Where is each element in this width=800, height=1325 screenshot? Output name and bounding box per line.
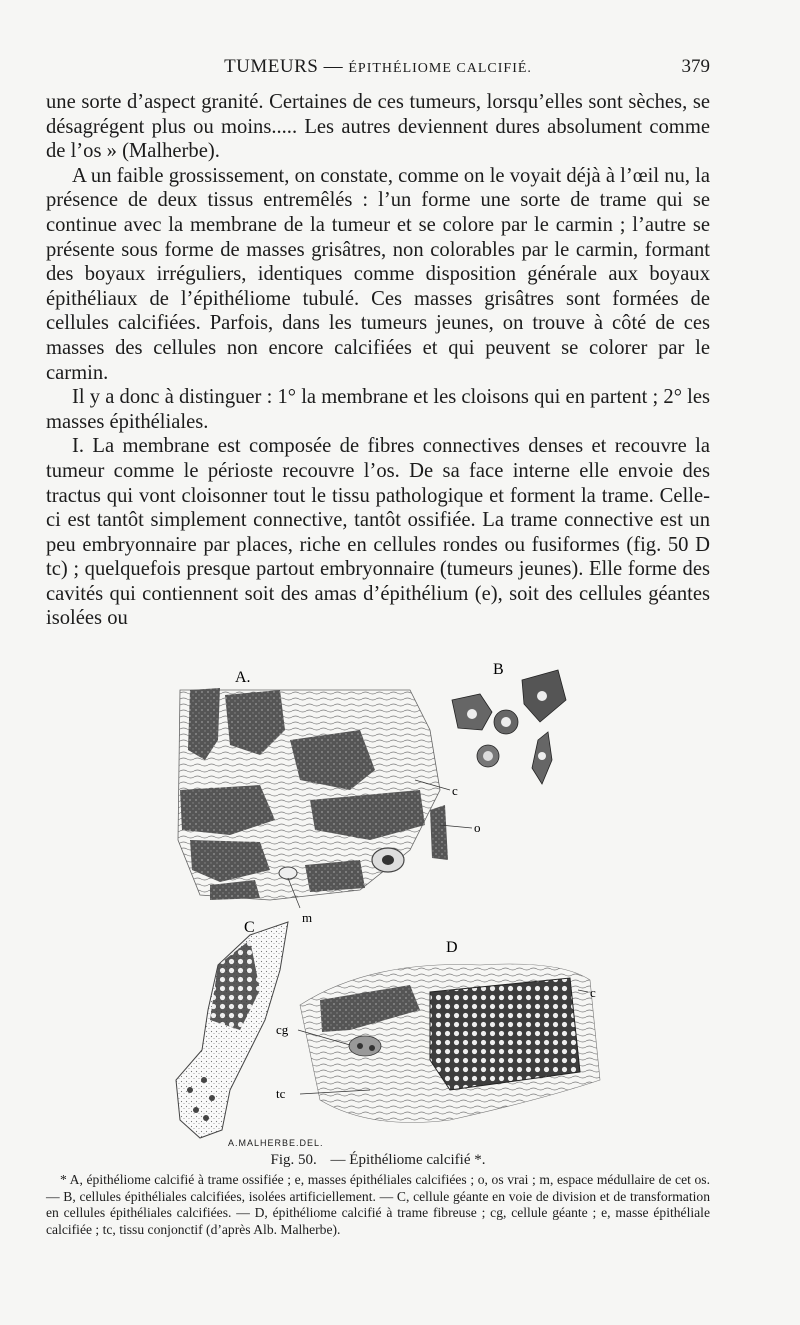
callout-d-cg: cg bbox=[276, 1022, 289, 1037]
panel-d-drawing bbox=[298, 964, 600, 1123]
paragraph-3: Il y a donc à distinguer : 1° la membrane et les cloisons qui en partent ; 2° les masses épithéliales. bbox=[46, 386, 710, 433]
panel-a-drawing bbox=[178, 688, 472, 908]
caption-dash: — bbox=[330, 1152, 346, 1168]
caption-title: Épithéliome calcifié *. bbox=[349, 1152, 486, 1168]
callout-d-c: c bbox=[590, 985, 596, 1000]
callout-a-m: m bbox=[302, 910, 313, 925]
panel-c-label: C bbox=[244, 919, 255, 936]
figure-number: Fig. 50. bbox=[270, 1152, 317, 1168]
callout-d-tc: tc bbox=[276, 1086, 286, 1101]
running-title bbox=[46, 56, 710, 78]
figure-50-illustration bbox=[110, 660, 710, 1150]
figure-legend-text: * A, épithéliome calcifié à trame ossifiée ; e, masses épithéliales calcifiées ; o, os vrai ; m, espace médullaire de cet os. — B, cellules épithéliales calcifiées, isolées artificiellement. — C, cellule géante en voie de division et de transformation en cellules épithéliales calcifiées. — D, épithéliome calcifié à trame fibreuse ; cg, cellule géante ; e, masse épithéliale calcifiée ; tc, tissu conjonctif (d’après Alb. Malherbe). bbox=[46, 1172, 710, 1237]
running-title-separator: — bbox=[323, 56, 344, 77]
callout-a-c: c bbox=[452, 783, 458, 798]
panel-b-drawing bbox=[452, 670, 566, 784]
figure-caption bbox=[46, 1152, 710, 1169]
paragraph-4: I. La membrane est composée de fibres connectives denses et recouvre la tumeur comme le périoste recouvre l’os. De sa face interne elle envoie des tractus qui vont cloisonner tout le tissu pathologique et forment la trame. Celle-ci est tantôt simplement connective, tantôt ossifiée. La trame connective est un peu embryonnaire par places, riche en cellules rondes ou fusiformes (fig. 50 D tc) ; quelquefois presque partout embryonnaire (tumeurs jeunes). Elle forme des cavités qui contiennent soit des amas d’épithélium (e), soit des cellules géantes isolées ou bbox=[46, 435, 710, 630]
callout-a-o: o bbox=[474, 820, 481, 835]
panel-b-label: B bbox=[493, 661, 504, 678]
panel-a-label: A. bbox=[235, 669, 251, 686]
running-title-main: TUMEURS bbox=[224, 56, 319, 77]
running-header bbox=[46, 56, 710, 82]
paragraph-1: une sorte d’aspect granité. Certaines de ces tumeurs, lorsqu’elles sont sèches, se désagrégent plus ou moins..... Les autres deviennent dures absolument comme de l’os » (Malherbe). bbox=[46, 91, 710, 163]
paragraph-2: A un faible grossissement, on constate, comme on le voyait déjà à l’œil nu, la présence de deux tissus entremêlés : l’un forme une sorte de trame qui se continue avec la membrane de la tumeur et se colore par le carmin ; l’autre se présente sous forme de masses grisâtres, non colorables par le carmin, formant des boyaux irréguliers, identiques comme disposition générale aux boyaux épithéliaux de l’épithéliome tubulé. Ces masses grisâtres sont formées de cellules calcifiées. Parfois, dans les tumeurs jeunes, on trouve à côté de ces masses des cellules non encore calcifiées et qui peuvent se colorer par le carmin. bbox=[46, 164, 710, 384]
running-title-sub: ÉPITHÉLIOME CALCIFIÉ. bbox=[348, 61, 532, 76]
figure-legend bbox=[46, 1172, 710, 1238]
body-text bbox=[46, 90, 710, 631]
panel-d-label: D bbox=[446, 939, 458, 956]
panel-c-drawing bbox=[176, 922, 288, 1138]
illustrator-credit: A.MALHERBE.DEL. bbox=[228, 1138, 324, 1148]
page-number: 379 bbox=[681, 56, 710, 77]
